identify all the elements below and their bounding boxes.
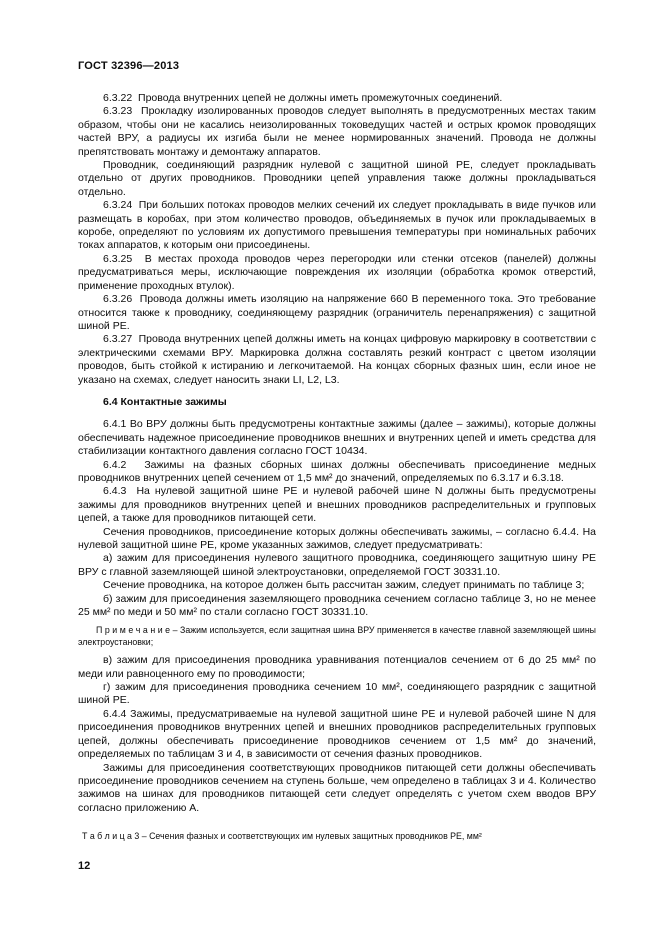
paragraph-supply-network-clamps: Зажимы для присоединения соответствующих проводников питающей сети должны обеспечивать присоединение проводников сечением на ступень больше, чем определено в таблицах 3 и 4. Количество зажимов на шинах для проводников питающей сети следует определять с учетом схем вводов ВРУ согласно приложению А. [78, 761, 596, 814]
table-3-caption: Т а б л и ц а 3 – Сечения фазных и соответствующих им нулевых защитных проводников PE, мм² [82, 831, 482, 842]
running-header-standard-code: ГОСТ 32396—2013 [78, 60, 180, 72]
paragraph-item-g: г) зажим для присоединения проводника сечением 10 мм², соединяющего разрядник с защитной шиной PE. [78, 681, 596, 707]
page-content [78, 60, 596, 843]
paragraph-6-3-26: 6.3.26 Провода должны иметь изоляцию на напряжение 660 В переменного тока. Это требование относится также к проводнику, соединяющему разрядник (ограничитель перенапряжения) с защитной шиной PE. [78, 293, 596, 332]
paragraph-6-3-27: 6.3.27 Провода внутренних цепей должны иметь на концах цифровую маркировку в соответствии с электрическими схемами ВРУ. Маркировка должна составлять резкий контраст с цветом изоляции проводов, быть стойкой к истиранию и легкочитаемой. На концах сборных фазных шин, если иное не указано на схемах, следует наносить знаки LI, L2, L3. [78, 333, 596, 386]
paragraph-conductor-sections: Сечения проводников, присоединение которых должны обеспечивать зажимы, – согласно 6.4.4. На нулевой защитной шине PE, кроме указанных зажимов, следует предусматривать: [78, 525, 596, 551]
paragraph-conductor-section-table3: Сечение проводника, на которое должен быть рассчитан зажим, следует принимать по таблице 3; [103, 579, 585, 592]
page-number: 12 [78, 860, 91, 872]
paragraph-6-3-24: 6.3.24 При больших потоках проводов мелких сечений их следует прокладывать в виде пучков или размещать в коробах, при этом количество проводов, объединяемых в пучок или прокладываемых в коробе, определяют по условиям их допустимого превышения температуры при номинальных рабочих токах аппаратов, к которым они присоединены. [78, 199, 596, 252]
section-heading-6-4: 6.4 Контактные зажимы [103, 395, 227, 408]
paragraph-item-b: б) зажим для присоединения заземляющего проводника сечением согласно таблице 3, но не менее 25 мм² по меди и 50 мм² по стали согласно ГОСТ 30331.10. [78, 592, 596, 619]
paragraph-6-4-3: 6.4.3 На нулевой защитной шине PE и нулевой рабочей шине N должны быть предусмотрены зажимы для проводников внутренних цепей и внешних проводников распределительных и групповых цепей, а также для проводников питающей сети. [78, 485, 596, 525]
paragraph-6-3-23: 6.3.23 Прокладку изолированных проводов следует выполнять в предусмотренных местах таким образом, чтобы они не касались неизолированных токоведущих частей и острых кромок проводящих частей ВРУ, а радиусы их изгиба были не менее нормированных значений. Провода не должны препятствовать монтажу и демонтажу аппаратов. [78, 105, 596, 158]
paragraph-6-4-2: 6.4.2 Зажимы на фазных сборных шинах должны обеспечивать присоединение медных проводников внутренних цепей сечением от 1,5 мм² до значений, определяемых по 6.3.17 и 6.3.18. [78, 458, 596, 484]
paragraph-6-4-1: 6.4.1 Во ВРУ должны быть предусмотрены контактные зажимы (далее – зажимы), которые должны обеспечивать надежное присоединение проводников внешних и внутренних цепей и иметь средства для стабилизации контактного давления согласно ГОСТ 10434. [78, 418, 596, 458]
paragraph-6-4-4: 6.4.4 Зажимы, предусматриваемые на нулевой защитной шине PE и нулевой рабочей шине N для присоединения проводников внутренних цепей и внешних проводников распределительных групповых цепей, должны обеспечивать присоединение проводников сечением от 1,5 мм² до значений, определяемых по таблицам 3 и 4, в зависимости от сечения фазных проводников. [78, 707, 596, 761]
paragraph-item-a: а) зажим для присоединения нулевого защитного проводника, соединяющего защитную шину PE ВРУ с главной заземляющей шиной электроустановки, определяемой ГОСТ 30331.10. [78, 552, 596, 578]
note-paragraph: П р и м е ч а н и е – Зажим используется, если защитная шина ВРУ применяется в качестве главной заземляющей шины электроустановки; [78, 625, 596, 647]
paragraph-6-3-22: 6.3.22 Провода внутренних цепей не должны иметь промежуточных соединений. [103, 92, 503, 104]
paragraph-conductor-arrester: Проводник, соединяющий разрядник нулевой с защитной шиной PE, следует прокладывать отдельно от других проводников. Проводники цепей управления также должны прокладываться отдельно. [78, 159, 596, 198]
paragraph-item-v: в) зажим для присоединения проводника уравнивания потенциалов сечением от 6 до 25 мм² по меди или равноценного ему по проводимости; [78, 654, 596, 680]
paragraph-6-3-25: 6.3.25 В местах прохода проводов через перегородки или стенки отсеков (панелей) должны предусматриваться меры, исключающие повреждения их изоляции (обработка кромок отверстий, применение проходных втулок). [78, 252, 596, 292]
